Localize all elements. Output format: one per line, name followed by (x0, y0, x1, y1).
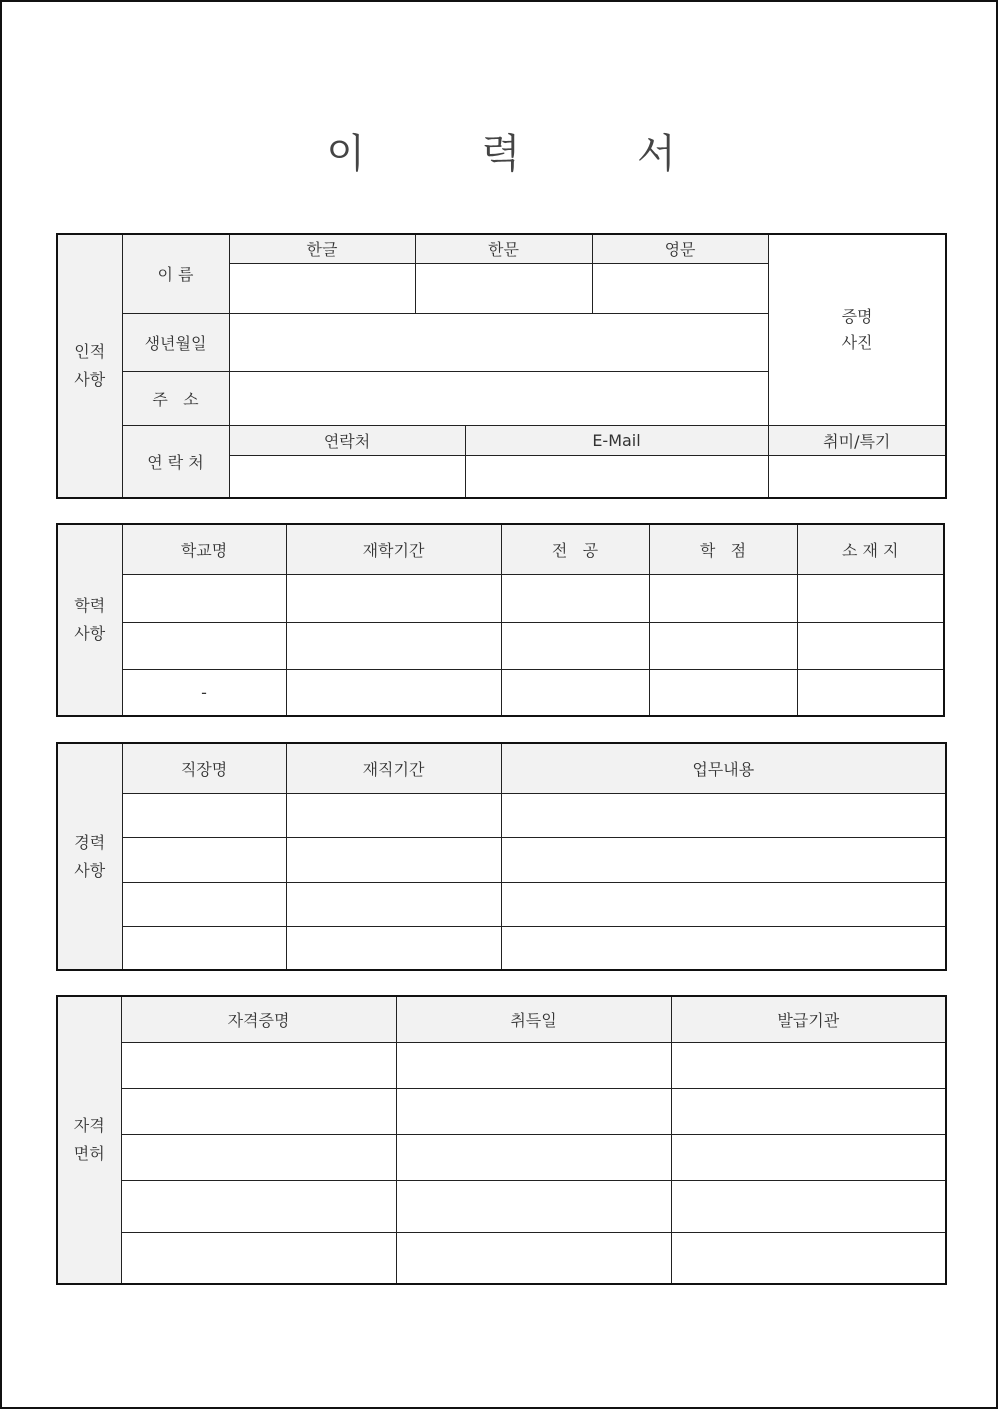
company-name-cell[interactable] (122, 837, 286, 882)
table-row (57, 882, 946, 926)
acquisition-date-cell[interactable] (396, 1134, 671, 1180)
hobby-header: 취미/특기 (768, 425, 946, 455)
school-name-header: 학교명 (122, 524, 286, 574)
education-table (56, 523, 945, 717)
name-english-input[interactable] (592, 263, 768, 313)
issuing-agency-cell[interactable] (671, 1180, 946, 1232)
employment-period-cell[interactable] (286, 926, 501, 970)
name-hanja-input[interactable] (415, 263, 592, 313)
certificate-name-header: 자격증명 (121, 996, 396, 1042)
employment-period-cell[interactable] (286, 793, 501, 837)
personal-section-label: 인적 사항 (57, 234, 122, 498)
major-header: 전 공 (501, 524, 649, 574)
location-cell[interactable] (797, 622, 944, 669)
personal-info-table (56, 233, 947, 499)
table-row (57, 793, 946, 837)
employment-period-cell[interactable] (286, 882, 501, 926)
hobby-input[interactable] (768, 455, 946, 498)
acquisition-date-cell[interactable] (396, 1180, 671, 1232)
certificate-name-cell[interactable] (121, 1180, 396, 1232)
enrollment-period-cell[interactable] (286, 622, 501, 669)
address-input[interactable] (229, 371, 768, 425)
birth-date-input[interactable] (229, 313, 768, 371)
company-name-cell[interactable] (122, 882, 286, 926)
career-table (56, 742, 947, 971)
table-row (57, 1180, 946, 1232)
table-row (57, 926, 946, 970)
license-section-label: 자격 면허 (57, 996, 121, 1284)
table-row (57, 1088, 946, 1134)
table-row (57, 574, 944, 622)
issuing-agency-cell[interactable] (671, 1042, 946, 1088)
name-hanja-header: 한문 (415, 234, 592, 263)
certificate-name-cell[interactable] (121, 1134, 396, 1180)
career-section-label: 경력 사항 (57, 743, 122, 970)
school-name-cell[interactable]: - (122, 669, 286, 716)
issuing-agency-header: 발급기관 (671, 996, 946, 1042)
table-row (57, 837, 946, 882)
company-name-cell[interactable] (122, 793, 286, 837)
enrollment-period-cell[interactable] (286, 669, 501, 716)
name-korean-input[interactable] (229, 263, 415, 313)
license-table (56, 995, 947, 1285)
phone-input[interactable] (229, 455, 465, 498)
acquisition-date-cell[interactable] (396, 1232, 671, 1284)
gpa-cell[interactable] (649, 622, 797, 669)
school-name-cell[interactable] (122, 574, 286, 622)
certificate-name-cell[interactable] (121, 1088, 396, 1134)
photo-box[interactable]: 증명 사진 (768, 234, 946, 425)
company-name-header: 직장명 (122, 743, 286, 793)
phone-header: 연락처 (229, 425, 465, 455)
certificate-name-cell[interactable] (121, 1042, 396, 1088)
issuing-agency-cell[interactable] (671, 1134, 946, 1180)
name-label: 이 름 (122, 234, 229, 313)
job-description-header: 업무내용 (501, 743, 946, 793)
education-section-label: 학력 사항 (57, 524, 122, 716)
gpa-header: 학 점 (649, 524, 797, 574)
job-description-cell[interactable] (501, 926, 946, 970)
table-row (57, 1232, 946, 1284)
job-description-cell[interactable] (501, 793, 946, 837)
gpa-cell[interactable] (649, 574, 797, 622)
acquisition-date-cell[interactable] (396, 1042, 671, 1088)
name-english-header: 영문 (592, 234, 768, 263)
major-cell[interactable] (501, 669, 649, 716)
acquisition-date-header: 취득일 (396, 996, 671, 1042)
enrollment-period-header: 재학기간 (286, 524, 501, 574)
location-cell[interactable] (797, 574, 944, 622)
gpa-cell[interactable] (649, 669, 797, 716)
major-cell[interactable] (501, 622, 649, 669)
email-input[interactable] (465, 455, 768, 498)
table-row (57, 622, 944, 669)
birth-date-label: 생년월일 (122, 313, 229, 371)
email-header: E-Mail (465, 425, 768, 455)
job-description-cell[interactable] (501, 837, 946, 882)
issuing-agency-cell[interactable] (671, 1088, 946, 1134)
company-name-cell[interactable] (122, 926, 286, 970)
certificate-name-cell[interactable] (121, 1232, 396, 1284)
page-title: 이 력 서 (326, 131, 728, 177)
employment-period-cell[interactable] (286, 837, 501, 882)
address-label: 주 소 (122, 371, 229, 425)
acquisition-date-cell[interactable] (396, 1088, 671, 1134)
job-description-cell[interactable] (501, 882, 946, 926)
enrollment-period-cell[interactable] (286, 574, 501, 622)
employment-period-header: 재직기간 (286, 743, 501, 793)
location-header: 소 재 지 (797, 524, 944, 574)
name-korean-header: 한글 (229, 234, 415, 263)
issuing-agency-cell[interactable] (671, 1232, 946, 1284)
table-row (57, 669, 944, 716)
location-cell[interactable] (797, 669, 944, 716)
school-name-cell[interactable] (122, 622, 286, 669)
major-cell[interactable] (501, 574, 649, 622)
contact-label: 연 락 처 (122, 425, 229, 498)
table-row (57, 1134, 946, 1180)
table-row (57, 1042, 946, 1088)
